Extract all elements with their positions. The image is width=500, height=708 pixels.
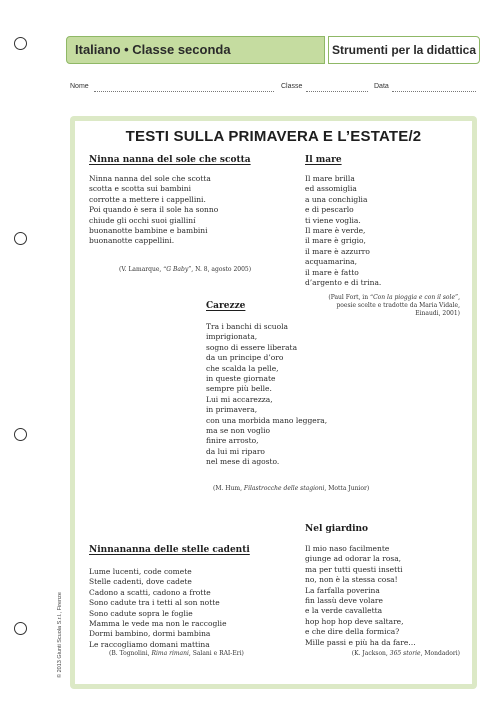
poem-line: Sono cadute sopra le foglie (89, 608, 193, 618)
poem-line: d’argento e di trina. (305, 278, 382, 288)
credit-work: Filastrocche delle stagioni (243, 485, 325, 492)
poem-line: che scalda la pelle, (206, 363, 279, 373)
poem-line: Stelle cadenti, dove cadete (89, 577, 192, 587)
poem-line: ed assomiglia (305, 184, 357, 194)
credit-rest: , Mondadori) (420, 650, 460, 657)
poem-line: hop hop hop deve saltare, (305, 616, 404, 626)
poem-line: il mare è fatto (305, 267, 359, 277)
poem-line: ma se non voglio (206, 426, 271, 436)
poem-title-stelle: Ninnananna delle stelle cadenti (89, 545, 250, 555)
copyright-notice: © 2013 Giunti Scuola S.r.l., Firenze (57, 592, 63, 678)
poem-line: e di pescarlo (305, 205, 354, 215)
poem-line: chiude gli occhi suoi gialliní (89, 215, 196, 225)
credit-work: “G Baby” (163, 266, 192, 273)
binder-hole-4 (14, 622, 27, 635)
poem-title-sole: Ninna nanna del sole che scotta (89, 155, 251, 165)
name-label: Nome (70, 83, 89, 90)
poem-line: fin lassù deve volare (305, 596, 383, 606)
poem-line: Lume lucenti, code comete (89, 567, 192, 576)
credit-rest: , Salani e RAI-Eri) (188, 650, 244, 657)
poem-line: acquamarina, (305, 257, 358, 267)
poem-line: Tra i banchi di scuola (206, 322, 288, 331)
poem-line: il mare è grigio, (305, 236, 366, 246)
poem-line: Mille passi e più ha da fare… (305, 637, 416, 647)
poem-line: La farfalla poverina (305, 585, 380, 595)
poem-line: da un principe d’oro (206, 353, 284, 363)
credit-author: (K. Jackson, (351, 650, 390, 657)
credit-rest: ”, (455, 294, 460, 301)
binder-hole-1 (14, 37, 27, 50)
poem-line: Mamma le vede ma non le raccoglie (89, 619, 227, 629)
poem-credit-mare (328, 294, 460, 318)
poem-line: scotta e scotta sui bambini (89, 184, 191, 194)
poem-title-giardino: Nel giardino (305, 524, 369, 534)
credit-rest: , N. 8, agosto 2005) (191, 266, 252, 273)
poem-line: in queste giornate (206, 374, 276, 384)
poem-line: il mare è azzurro (305, 246, 370, 256)
binder-hole-3 (14, 428, 27, 441)
poem-line: da lui mi riparo (206, 446, 265, 456)
poem-line: Poi quando è sera il sole ha sonno (89, 205, 219, 215)
credit-line: Einaudi, 2001) (415, 310, 460, 317)
poem-body-giardino (305, 544, 416, 648)
poem-line: buonanotte cappellini. (89, 236, 175, 246)
poem-line: imprigionata, (206, 332, 258, 342)
poem-line: Sono cadute tra i tetti al son notte (89, 598, 220, 608)
poem-credit-giardino (352, 650, 460, 658)
subject-label: Italiano • Classe seconda (66, 36, 325, 64)
poem-line: a una conchiglia (305, 194, 368, 204)
name-line (94, 91, 274, 92)
poem-body-sole (89, 174, 218, 247)
poem-line: Le raccogliamo domani mattina (89, 639, 210, 649)
poem-body-stelle (89, 567, 227, 650)
class-line (306, 91, 368, 92)
poem-title-mare: Il mare (305, 155, 342, 165)
poem-line: giunge ad odorar la rosa, (305, 554, 402, 564)
poem-credit-stelle (109, 650, 244, 658)
poem-line: Il mio naso facilmente (305, 544, 390, 553)
poem-line: corrotte a mettere i cappellini. (89, 194, 206, 204)
poem-line: buonanotte bambine e bambini (89, 226, 208, 236)
credit-work: Con la pioggia e con il sole (373, 294, 456, 301)
poem-line: sogno di essere liberata (206, 342, 298, 352)
poem-line: in primavera, (206, 405, 258, 415)
poem-line: ti viene voglia. (305, 215, 361, 225)
credit-author: (V. Lamarque, (119, 266, 164, 273)
poem-line: no, non è la stessa cosa! (305, 575, 398, 585)
page-header (66, 36, 480, 64)
poem-line: Il mare brilla (305, 174, 355, 183)
poem-body-carezze (206, 322, 327, 468)
poem-line: Ninna nanna del sole che scotta (89, 174, 211, 183)
poem-line: finire arrosto, (206, 436, 259, 446)
poem-line: Dormi bambino, dormi bambina (89, 629, 211, 639)
poem-line: ma per tutti questi insetti (305, 564, 403, 574)
section-label: Strumenti per la didattica (328, 36, 480, 64)
credit-rest: , Motta Junior) (324, 485, 370, 492)
credit-author: (Paul Fort, in “ (328, 294, 374, 301)
credit-line: poesie scelte e tradotte da Maria Vidale, (336, 302, 460, 309)
credit-work: Rima rimani (151, 650, 189, 657)
poem-body-mare (305, 174, 381, 288)
poem-line: Lui mi accarezza, (206, 394, 273, 404)
date-line (392, 91, 476, 92)
page-title: TESTI SULLA PRIMAVERA E L’ESTATE/2 (125, 128, 422, 145)
poem-line: e la verde cavalletta (305, 606, 383, 616)
binder-hole-2 (14, 232, 27, 245)
content-area (75, 121, 472, 684)
content-frame (70, 116, 477, 689)
poem-credit-carezze (213, 485, 369, 493)
credit-author: (M. Hum, (213, 485, 244, 492)
poem-line: Cadono a scatti, cadono a frotte (89, 587, 211, 597)
poem-title-carezze: Carezze (206, 301, 246, 311)
poem-credit-sole (119, 266, 251, 274)
poem-line: e che dire della formica? (305, 627, 400, 637)
poem-line: nel mese di agosto. (206, 457, 280, 467)
date-label: Data (374, 83, 389, 90)
poem-line: sempre più belle. (206, 384, 272, 394)
credit-author: (B. Tognolini, (109, 650, 152, 657)
credit-work: 365 storie (389, 650, 421, 657)
poem-line: Il mare è verde, (305, 226, 366, 236)
poem-line: con una morbida mano leggera, (206, 415, 328, 425)
class-label: Classe (281, 83, 303, 90)
